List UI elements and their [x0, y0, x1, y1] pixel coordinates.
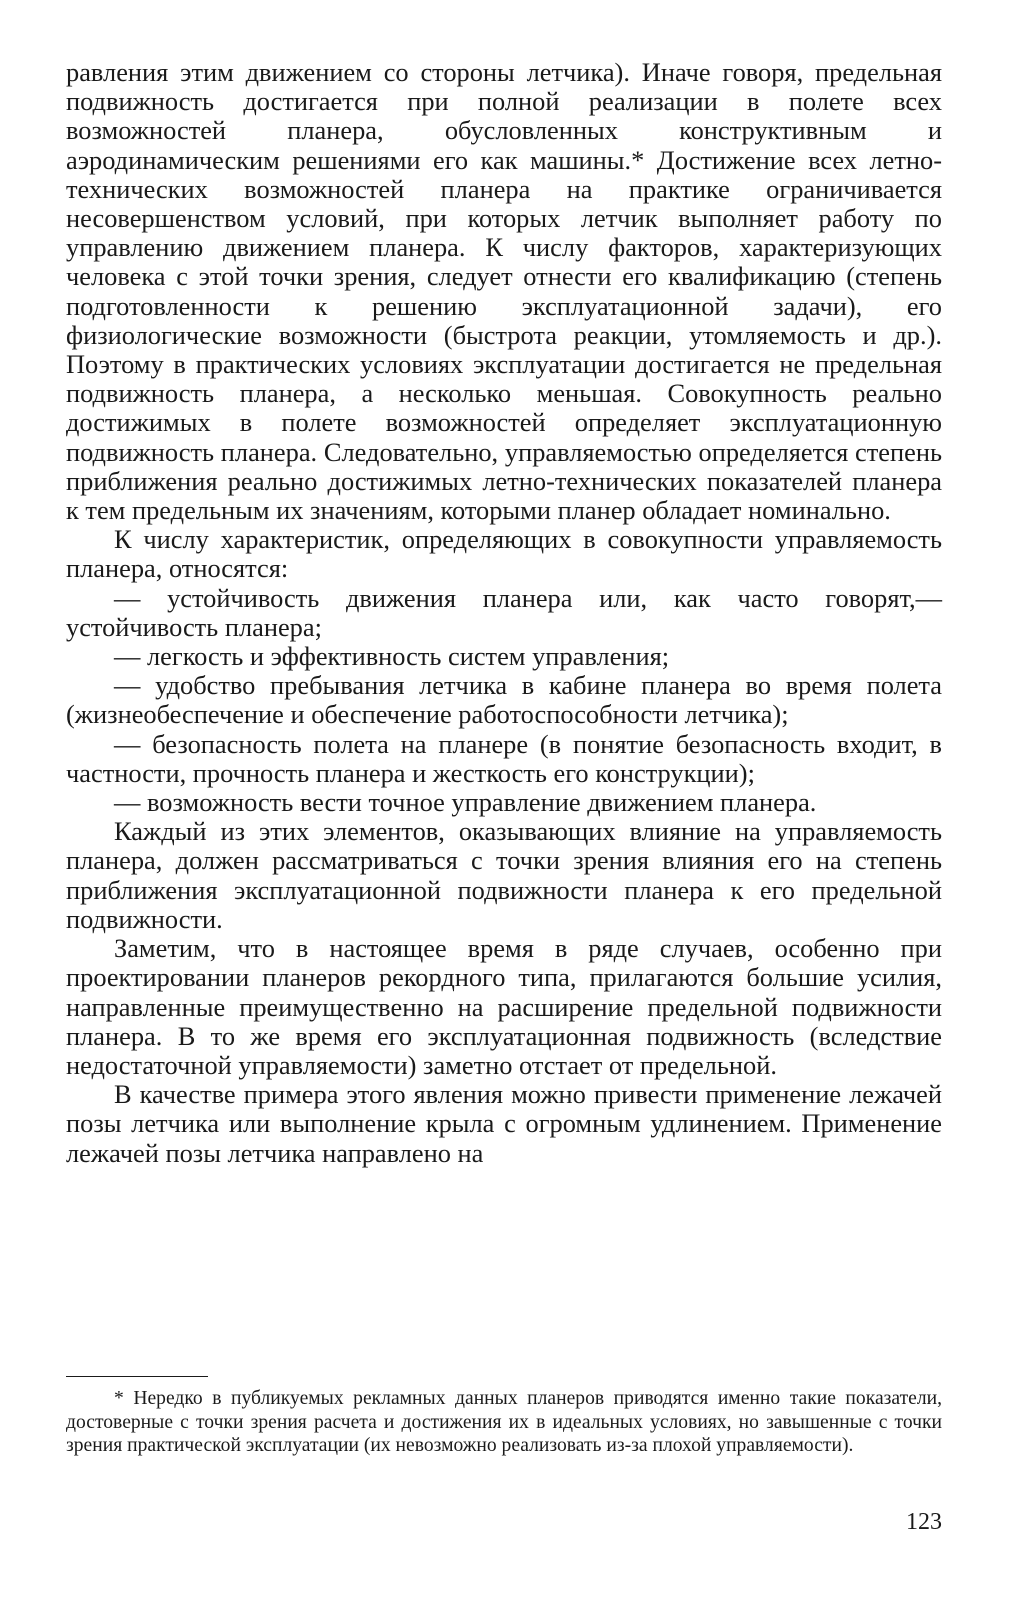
- paragraph-record-gliders: Заметим, что в настоящее время в ряде случаев, особенно при проектировании планеров рекордного типа, прилагаются большие усилия, направленные преимущественно на расширение предельной подвижности планера. В то же время его эксплуатационная подвижность (вследствие недостаточной управляемости) заметно отстает от предельной.: [66, 933, 942, 1080]
- list-item-flight-safety: — безопасность полета на планере (в понятие безопасность входит, в частности, прочность планера и жесткость его конструкции);: [66, 728, 942, 788]
- page-number: 123: [906, 1509, 942, 1535]
- paragraph-characteristics-intro: К числу характеристик, определяющих в совокупности управляемость планера, относятся:: [66, 524, 942, 584]
- main-text: [66, 58, 942, 1168]
- paragraph-elements-influence: Каждый из этих элементов, оказывающих влияние на управляемость планера, должен рассматриваться с точки зрения влияния его на степень приближения эксплуатационной подвижности планера к его предельной подвижности.: [66, 816, 942, 934]
- list-item-stability: — устойчивость движения планера или, как часто говорят,— устойчивость планера;: [66, 582, 942, 642]
- footnote: * Нередко в публикуемых рекламных данных планеров приводятся именно такие показатели, достоверные с точки зрения расчета и достижения их в идеальных условиях, но завышенные с точки зрения практической эксплуатации (их невозможно реализовать из-за плохой управляемости).: [66, 1388, 942, 1457]
- list-item-cockpit-comfort: — удобство пребывания летчика в кабине планера во время полета (жизнеобеспечение и обеспечение работоспособности летчика);: [66, 670, 942, 730]
- page-body: [66, 58, 942, 1168]
- paragraph-example: В качестве примера этого явления можно привести применение лежачей позы летчика или выполнение крыла с огромным удлинением. Применение лежачей позы летчика направлено на: [66, 1079, 942, 1168]
- list-item-precise-control: — возможность вести точное управление движением планера.: [114, 787, 817, 818]
- list-item-control-systems: — легкость и эффективность систем управления;: [114, 641, 670, 672]
- footnote-divider: [66, 1376, 208, 1377]
- paragraph-continuation: равления этим движением со стороны летчика). Иначе говоря, предельная подвижность достигается при полной реализации в полете всех возможностей планера, обусловленных конструктивным и аэродинамическим решениями его как машины.* Достижение всех летно-технических возможностей планера на практике ограничивается несовершенством условий, при которых летчик выполняет работу по управлению движением планера. К числу факторов, характеризующих человека с этой точки зрения, следует отнести его квалификацию (степень подготовленности к решению эксплуатационной задачи), его физиологические возможности (быстрота реакции, утомляемость и др.). Поэтому в практических условиях эксплуатации достигается не предельная подвижность планера, а несколько меньшая. Совокупность реально достижимых в полете возможностей определяет эксплуатационную подвижность планера. Следовательно, управляемостью определяется степень приближения реально достижимых летно-технических показателей планера к тем предельным их значениям, которыми планер обладает номинально.: [66, 57, 942, 526]
